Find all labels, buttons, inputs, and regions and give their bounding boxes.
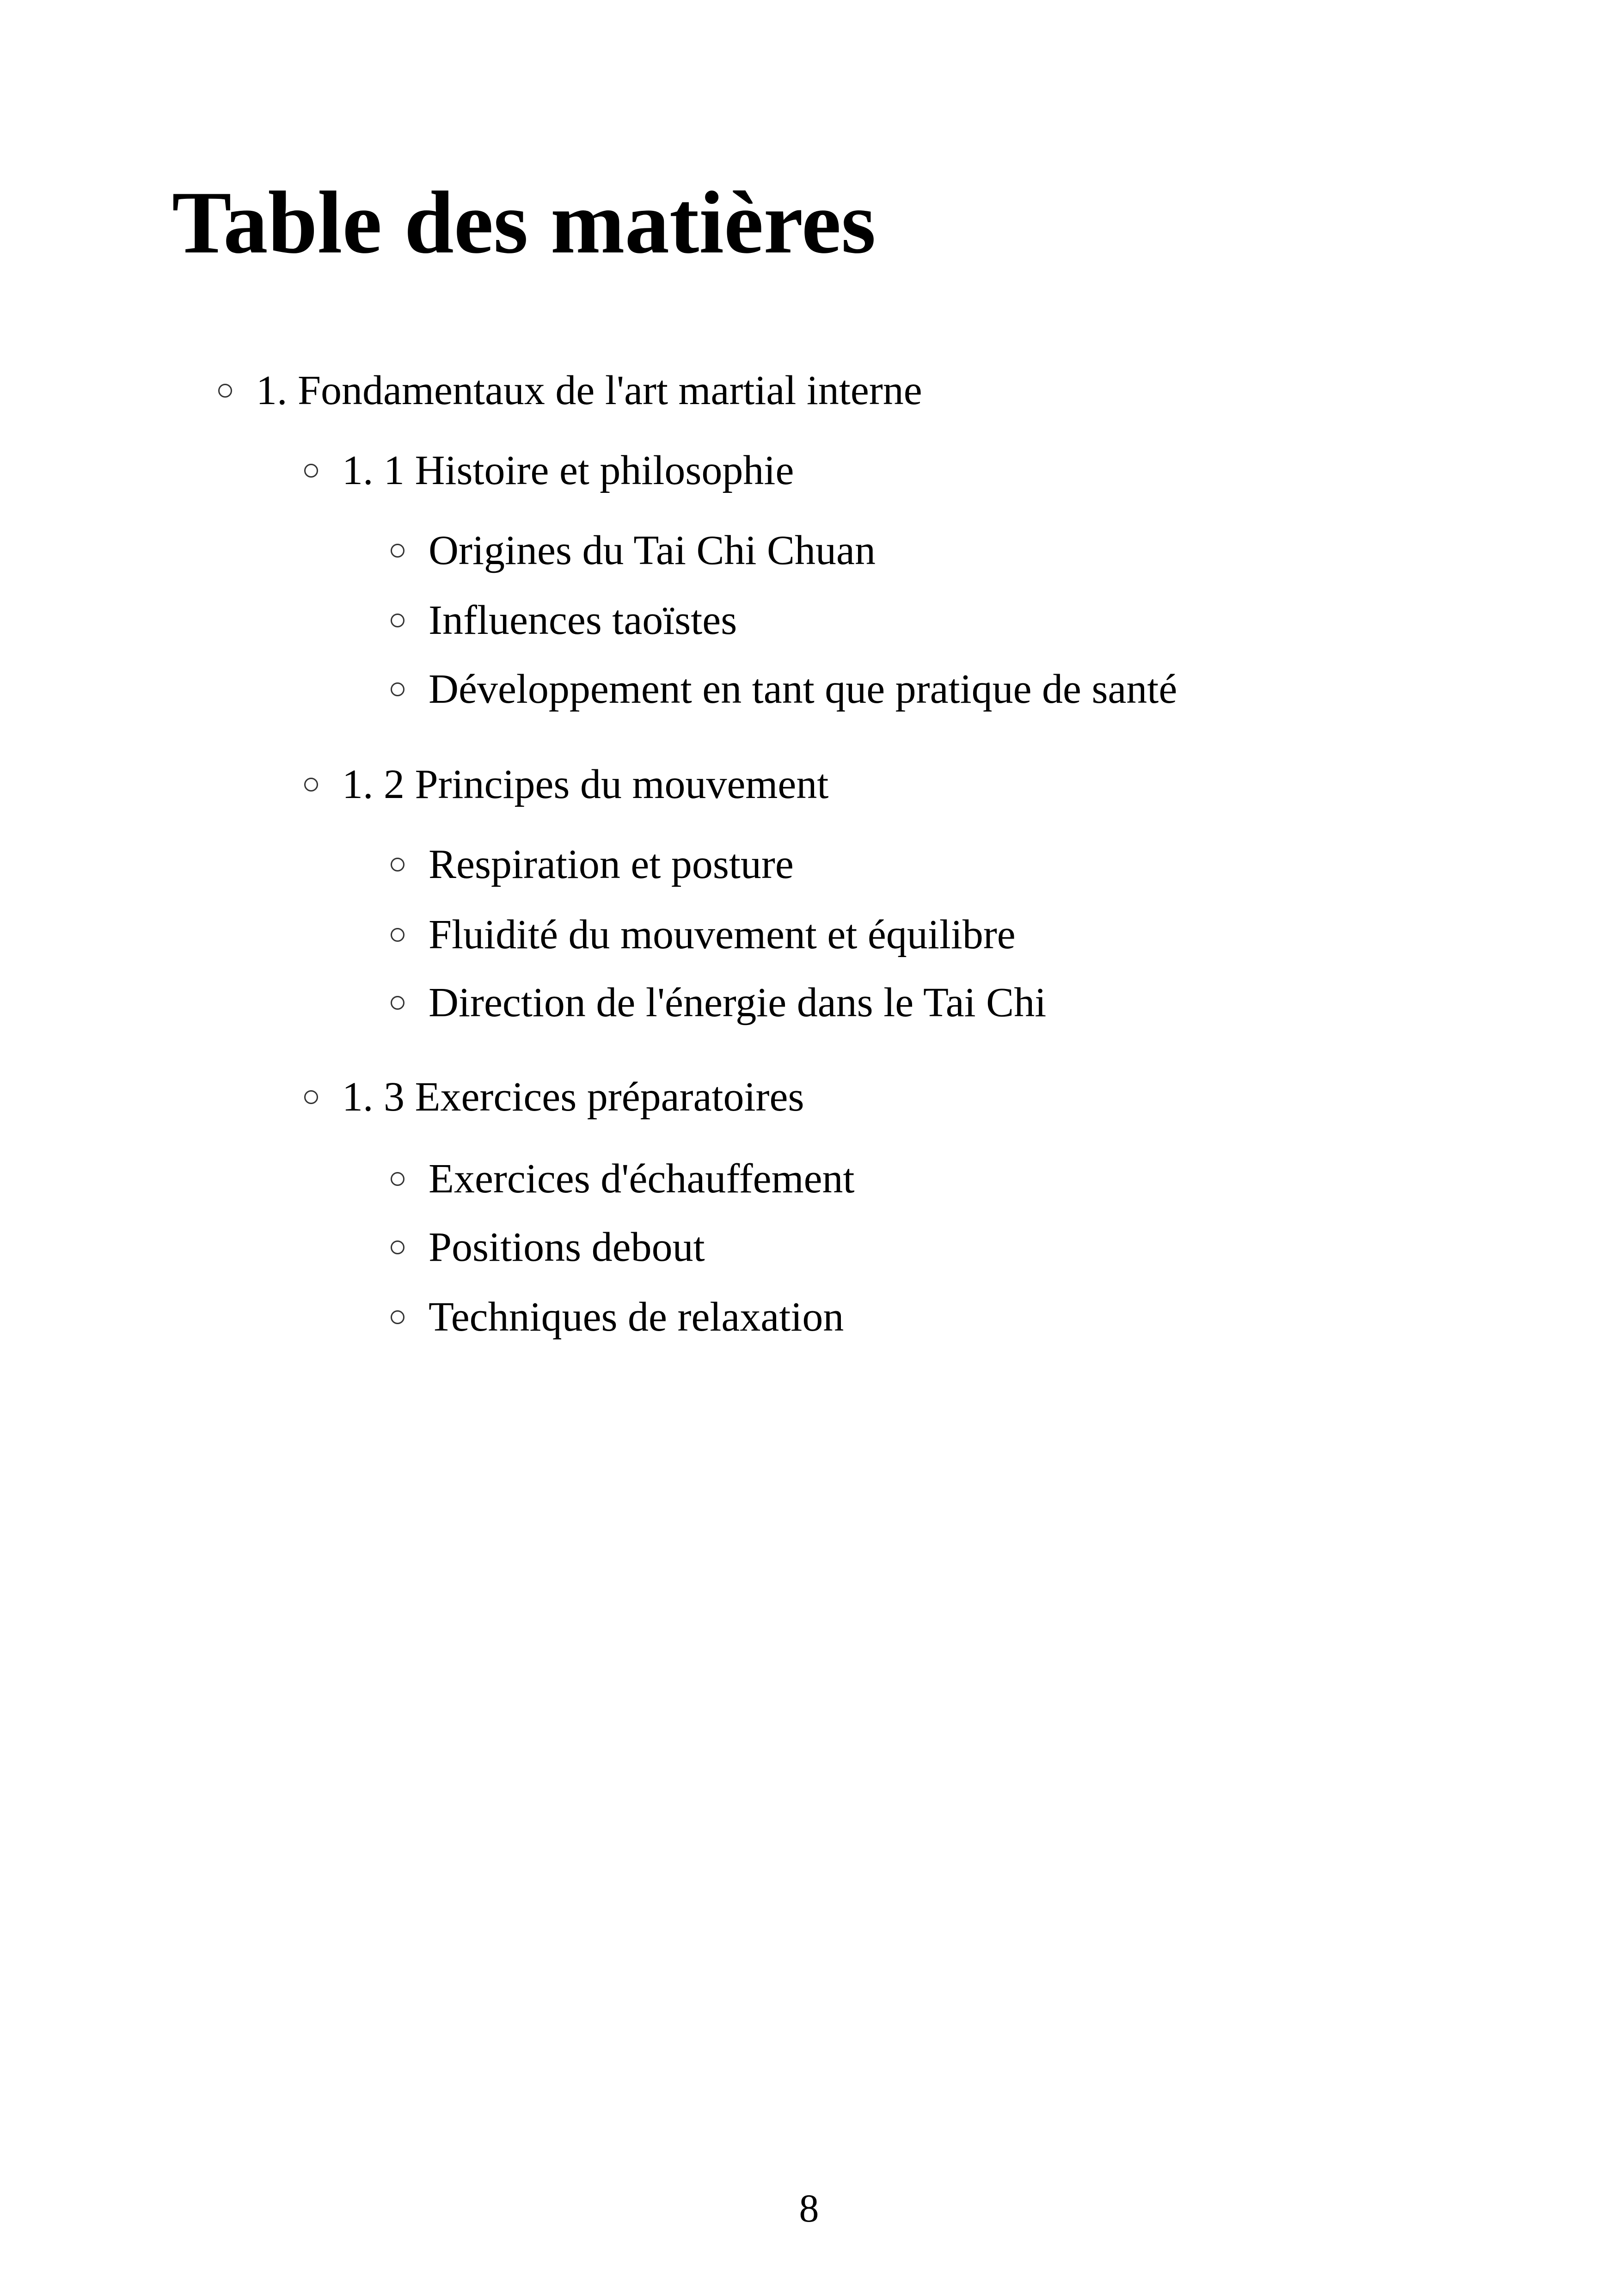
toc-entry-level-3[interactable] [391,1158,855,1200]
circle-bullet-icon [391,544,404,558]
circle-bullet-icon [391,1310,404,1324]
toc-entry-label: 1. 1 Histoire et philosophie [342,448,794,493]
toc-entry-label: Respiration et posture [429,841,794,887]
toc-entry-label: Exercices d'échauffement [429,1156,855,1202]
toc-entry-label: Direction de l'énergie dans le Tai Chi [429,980,1047,1025]
toc-entry-level-3[interactable] [391,530,876,571]
toc-entry-label: Développement en tant que pratique de santé [429,666,1177,712]
toc-entry-level-3[interactable] [391,666,1177,712]
toc-entry-label: Techniques de relaxation [429,1294,844,1340]
toc-entry-label: 1. Fondamentaux de l'art martial interne [256,368,922,413]
page-title: Table des matières [172,173,876,272]
circle-bullet-icon [391,928,404,942]
circle-bullet-icon [391,1240,404,1254]
circle-bullet-icon [391,996,404,1010]
circle-bullet-icon [391,682,404,696]
circle-bullet-icon [304,464,318,478]
toc-entry-level-2[interactable] [304,450,794,491]
circle-bullet-icon [391,858,404,872]
toc-entry-label: Influences taoïstes [429,597,737,643]
toc-entry-level-1[interactable] [218,370,922,411]
toc-entry-level-3[interactable] [391,914,1016,956]
toc-entry-level-3[interactable] [391,597,737,643]
page-number: 8 [799,2186,819,2230]
toc-entry-level-2[interactable] [304,1076,804,1118]
circle-bullet-icon [391,614,404,627]
toc-entry-level-3[interactable] [391,1296,844,1338]
toc-entry-level-3[interactable] [391,1224,705,1270]
circle-bullet-icon [304,1090,318,1104]
toc-entry-label: Fluidité du mouvement et équilibre [429,912,1016,958]
toc-entry-level-2[interactable] [304,761,829,807]
toc-entry-level-3[interactable] [391,982,1046,1024]
toc-entry-label: Positions debout [429,1224,705,1270]
toc-entry-label: 1. 3 Exercices préparatoires [342,1074,804,1120]
toc-entry-label: Origines du Tai Chi Chuan [429,528,876,573]
toc-entry-label: 1. 2 Principes du mouvement [342,761,829,807]
toc-entry-level-3[interactable] [391,841,794,887]
circle-bullet-icon [218,384,232,398]
circle-bullet-icon [304,778,318,792]
circle-bullet-icon [391,1172,404,1186]
